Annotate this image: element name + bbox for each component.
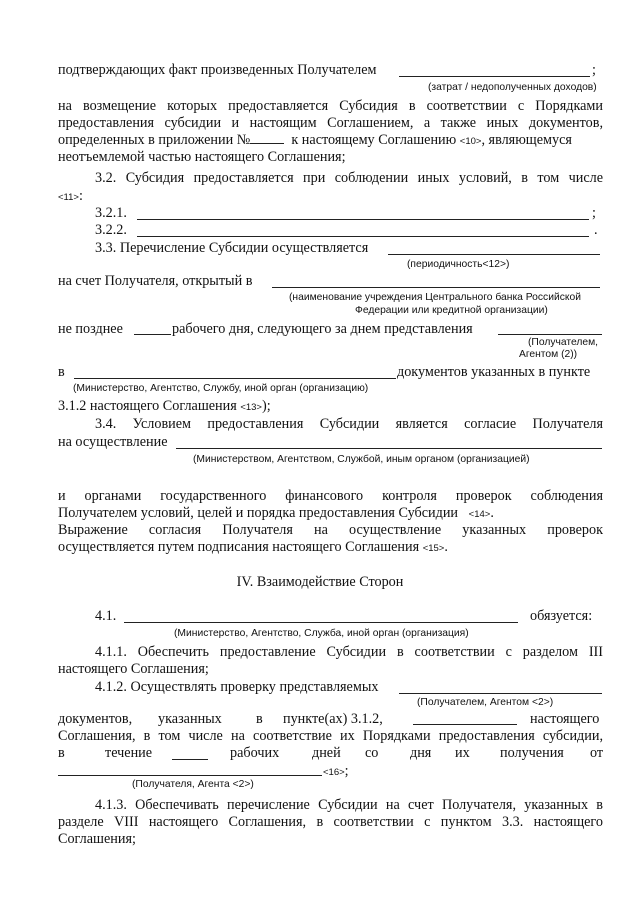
text-line: рабочих [230,745,280,761]
blank-field [250,132,284,144]
text-line: со [365,745,379,761]
text-line [58,132,572,150]
text-line: указанных [158,711,222,727]
text-span: Получателем условий, целей и порядка предоставления Субсидии [58,505,459,521]
text-line: рабочего дня, следующего за днем представления [172,321,473,337]
field-note: (Министерством, Агентством, Службой, иным органом (организацией) [193,454,530,465]
text-line [58,505,603,523]
blank-field [399,76,590,77]
text-line: на осуществление [58,434,168,450]
text-line: дней [312,745,341,761]
blank-field [172,759,208,760]
text-line [58,539,448,557]
text-span: к настоящему Соглашению [291,132,457,148]
field-note: Агентом (2)) [519,349,578,360]
blank-field [399,693,602,694]
text-line: неотъемлемой частью настоящего Соглашения; [58,149,346,165]
text-line: 4.1. [95,608,117,624]
blank-field [137,219,589,220]
text-line: от [590,745,604,761]
text-line: не позднее [58,321,123,337]
text-line: 3.2. Субсидия предоставляется при соблюдении иных условий, в том числе [95,170,603,186]
text-line: 3.3. Перечисление Субсидии осуществляется [95,240,369,256]
text-span: 3.1.2 настоящего Соглашения [58,398,237,414]
text-punct: ; [344,763,349,779]
text-line: 4.1.1. Обеспечить предоставление Субсидии в соответствии с разделом III [95,644,603,660]
text-line [323,763,349,781]
text-line: 3.2.2. [95,222,127,238]
text-line [58,398,271,416]
text-line: на возмещение которых предоставляется Субсидия в соответствии с Порядками [58,98,603,114]
text-line: на счет Получателя, открытый в [58,273,253,289]
text-line: в [58,745,65,761]
text-line: в [58,364,65,380]
text-line: Соглашения; [58,831,136,847]
blank-field [134,334,171,335]
text-punct: . [490,505,494,521]
field-note: (Получателем, Агентом <2>) [417,697,554,708]
text-line: разделе VIII настоящего Соглашения, в соответствии с пунктом 3.3. настоящего [58,814,603,830]
text-line: Соглашения, в том числе на соответствие их Порядками предоставления субсидии, [58,728,603,744]
text-line: их [455,745,470,761]
text-line: 3.4. Условием предоставления Субсидии является согласие Получателя [95,416,603,432]
field-note: (периодичность<12>) [407,259,510,270]
blank-field [124,622,518,623]
text-line: дня [410,745,432,761]
text-punct: . [444,539,448,555]
text-span: определенных в приложении № [58,132,251,148]
blank-field [413,724,517,725]
field-note: (Получателя, Агента <2>) [132,779,254,790]
field-note: (Получателем, [528,337,599,348]
footnote-ref: <11> [58,192,79,203]
text-line: настоящего Соглашения; [58,661,209,677]
text-line [58,188,83,206]
text-line: подтверждающих факт произведенных Получателем [58,62,377,78]
text-line: Выражение согласия Получателя на осуществление указанных проверок [58,522,603,538]
text-line: предоставления субсидии и настоящим Соглашением, а также иных документов, [58,115,603,131]
footnote-ref: <13> [240,402,262,413]
text-line: в [256,711,263,727]
field-note: (Министерство, Агентство, Службу, иной орган (организацию) [73,383,369,394]
text-punct: . [594,222,598,238]
footnote-ref: <15> [422,543,445,554]
blank-field [74,378,396,379]
field-note: (Министерство, Агентство, Служба, иной орган (организация) [174,628,469,639]
blank-field [137,236,589,237]
text-span: осуществляется путем подписания настоящего Соглашения [58,539,420,555]
text-line: настоящего [530,711,600,727]
text-punct: ; [592,205,596,221]
text-line: обязуется: [530,608,593,624]
text-line: пункте(ах) 3.1.2, [283,711,383,727]
text-line: 4.1.3. Обеспечивать перечисление Субсидии на счет Получателя, указанных в [95,797,603,813]
footnote-ref: <10> [459,136,482,147]
text-line: документов указанных в пункте [397,364,591,380]
blank-field [176,448,602,449]
footnote-ref: <14> [468,509,491,520]
blank-field [498,334,602,335]
text-punct: ); [261,398,271,414]
text-line: 4.1.2. Осуществлять проверку представляемых [95,679,379,695]
section-heading: IV. Взаимодействие Сторон [236,574,404,590]
blank-field [272,287,600,288]
text-span: , являющемуся [481,132,572,148]
blank-field [58,775,322,776]
text-line: документов, [58,711,133,727]
text-punct: ; [592,62,596,78]
field-note: (затрат / недополученных доходов) [428,82,597,93]
field-note: Федерации или кредитной организации) [355,305,548,316]
text-line: и органами государственного финансового контроля проверок соблюдения [58,488,603,504]
text-line: получения [500,745,564,761]
text-line: 3.2.1. [95,205,127,221]
text-punct: : [78,188,83,204]
footnote-ref: <16> [323,767,345,778]
field-note: (наименование учреждения Центрального банка Российской [289,292,581,303]
blank-field [388,254,600,255]
text-line: течение [105,745,153,761]
